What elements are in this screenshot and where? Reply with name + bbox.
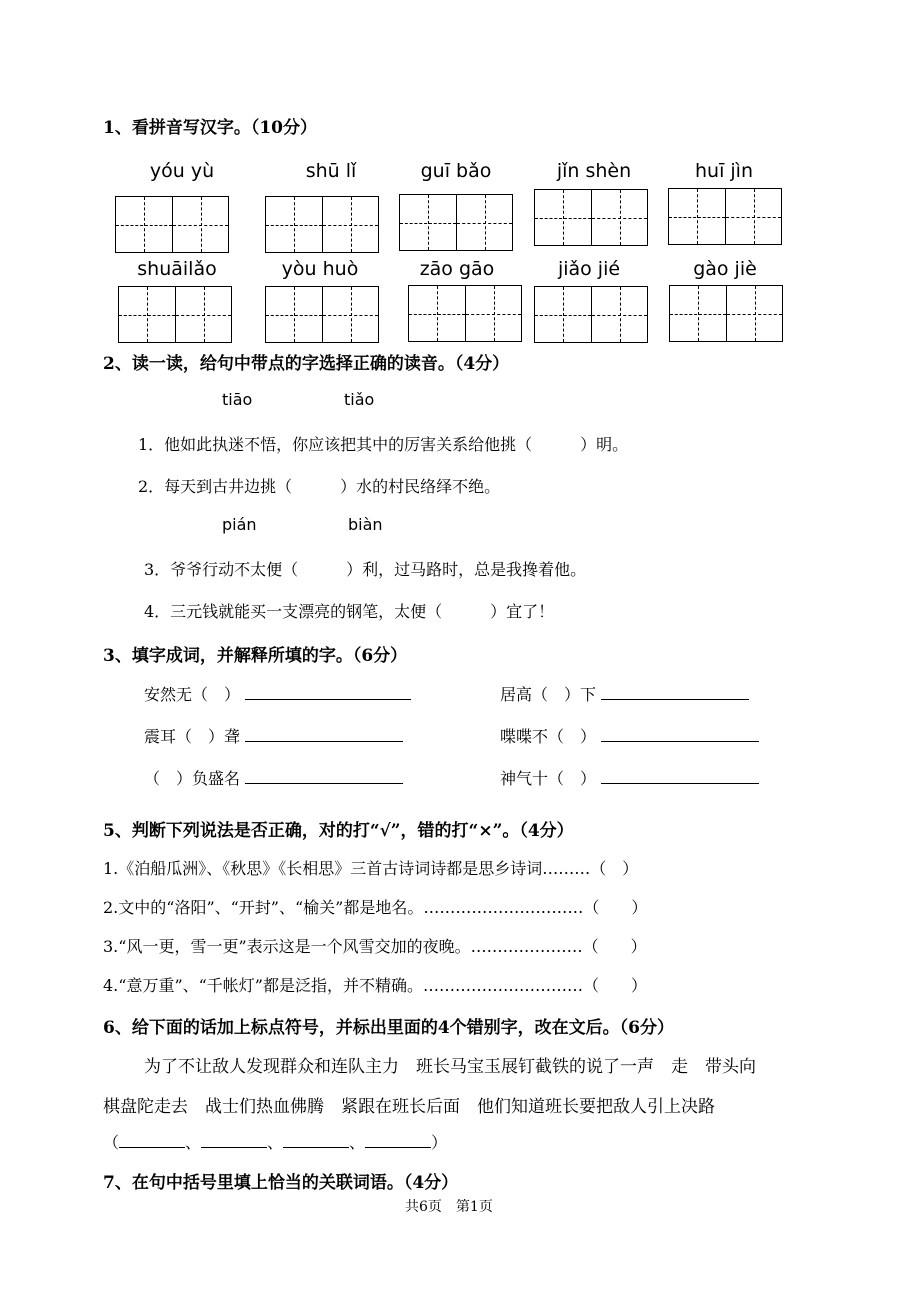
pinyin-4: jǐn shèn — [556, 160, 632, 182]
pinyin-3: guī bǎo — [420, 160, 492, 182]
q3-item-1: 安然无（ ） — [144, 682, 411, 705]
char-box-3[interactable] — [399, 194, 513, 251]
answer-line[interactable] — [245, 699, 411, 700]
q3-item-5: （ ）负盛名 — [144, 766, 403, 789]
pinyin-6: shuāilǎo — [137, 258, 217, 280]
q2-pinyin-tiao3: tiǎo — [344, 390, 375, 409]
pinyin-10: gào jiè — [693, 258, 757, 280]
q2-sentence-2: 2．每天到古井边挑（ ）水的村民络绎不绝。 — [138, 477, 501, 496]
char-box-10[interactable] — [669, 285, 783, 342]
char-box-1[interactable] — [115, 196, 229, 253]
q5-heading: 5、判断下列说法是否正确，对的打“√”，错的打“×”。（4分） — [103, 821, 574, 841]
q5-item-1: 1.《泊船瓜洲》、《秋思》《长相思》三首古诗词诗都是思乡诗词………（ ） — [103, 859, 639, 878]
q5-item-4: 4.“意万重”、“千帐灯”都是泛指，并不精确。…………………………（ ） — [103, 976, 647, 995]
q2-sentence-4: 4．三元钱就能买一支漂亮的钢笔，太便（ ）宜了！ — [144, 602, 555, 621]
answer-line[interactable] — [601, 741, 759, 742]
q2-pinyin-tiao1: tiāo — [222, 390, 253, 409]
q6-passage-line-1: 为了不让敌人发现群众和连队主力 班长马宝玉展钉截铁的说了一声 走 带头向 — [144, 1057, 756, 1077]
q2-pinyin-bian: biàn — [348, 515, 383, 534]
page-footer: 共6页 第1页 — [405, 1199, 493, 1215]
char-box-7[interactable] — [265, 286, 379, 343]
answer-line[interactable] — [119, 1147, 185, 1148]
answer-line[interactable] — [245, 741, 403, 742]
char-box-8[interactable] — [408, 285, 522, 342]
answer-line[interactable] — [283, 1147, 349, 1148]
q3-heading: 3、填字成词，并解释所填的字。（6分） — [103, 646, 408, 666]
q3-item-2: 居高（ ）下 — [500, 682, 749, 705]
pinyin-7: yòu huò — [281, 258, 359, 280]
q7-heading: 7、在句中括号里填上恰当的关联词语。（4分） — [103, 1173, 459, 1193]
q3-item-6: 神气十（ ） — [500, 766, 759, 789]
q6-passage-line-2: 棋盘陀走去 战士们热血佛腾 紧跟在班长后面 他们知道班长要把敌人引上决路 — [103, 1097, 715, 1117]
q2-sentence-1: 1．他如此执迷不悟，你应该把其中的厉害关系给他挑（ ）明。 — [138, 435, 629, 454]
q3-item-4: 喋喋不（ ） — [500, 724, 759, 747]
char-box-6[interactable] — [118, 286, 232, 343]
answer-line[interactable] — [365, 1147, 431, 1148]
answer-line[interactable] — [201, 1147, 267, 1148]
q2-sentence-3: 3．爷爷行动不太便（ ）利，过马路时，总是我搀着他。 — [144, 560, 587, 579]
answer-line[interactable] — [601, 783, 759, 784]
answer-line[interactable] — [245, 783, 403, 784]
q6-answer-row: （ 、 、 、 ） — [103, 1133, 448, 1152]
pinyin-2: shū lǐ — [305, 160, 357, 182]
pinyin-9: jiǎo jié — [557, 258, 621, 280]
pinyin-5: huī jìn — [694, 160, 753, 182]
q2-heading: 2、读一读，给句中带点的字选择正确的读音。（4分） — [103, 354, 510, 374]
char-box-2[interactable] — [265, 196, 379, 253]
answer-line[interactable] — [601, 699, 749, 700]
q2-pinyin-pian: pián — [222, 515, 257, 534]
pinyin-1: yóu yù — [149, 160, 215, 182]
q5-item-3: 3.“风一更，雪一更”表示这是一个风雪交加的夜晚。…………………（ ） — [103, 937, 647, 956]
char-box-5[interactable] — [668, 188, 782, 245]
pinyin-8: zāo gāo — [419, 258, 495, 280]
q5-item-2: 2.文中的“洛阳”、“开封”、“榆关”都是地名。…………………………（ ） — [103, 898, 648, 917]
char-box-9[interactable] — [534, 286, 648, 343]
q6-heading: 6、给下面的话加上标点符号，并标出里面的4个错别字，改在文后。（6分） — [103, 1018, 674, 1038]
char-box-4[interactable] — [534, 189, 648, 246]
q1-heading: 1、看拼音写汉字。（10分） — [103, 118, 317, 138]
q3-item-3: 震耳（ ）聋 — [144, 724, 403, 747]
